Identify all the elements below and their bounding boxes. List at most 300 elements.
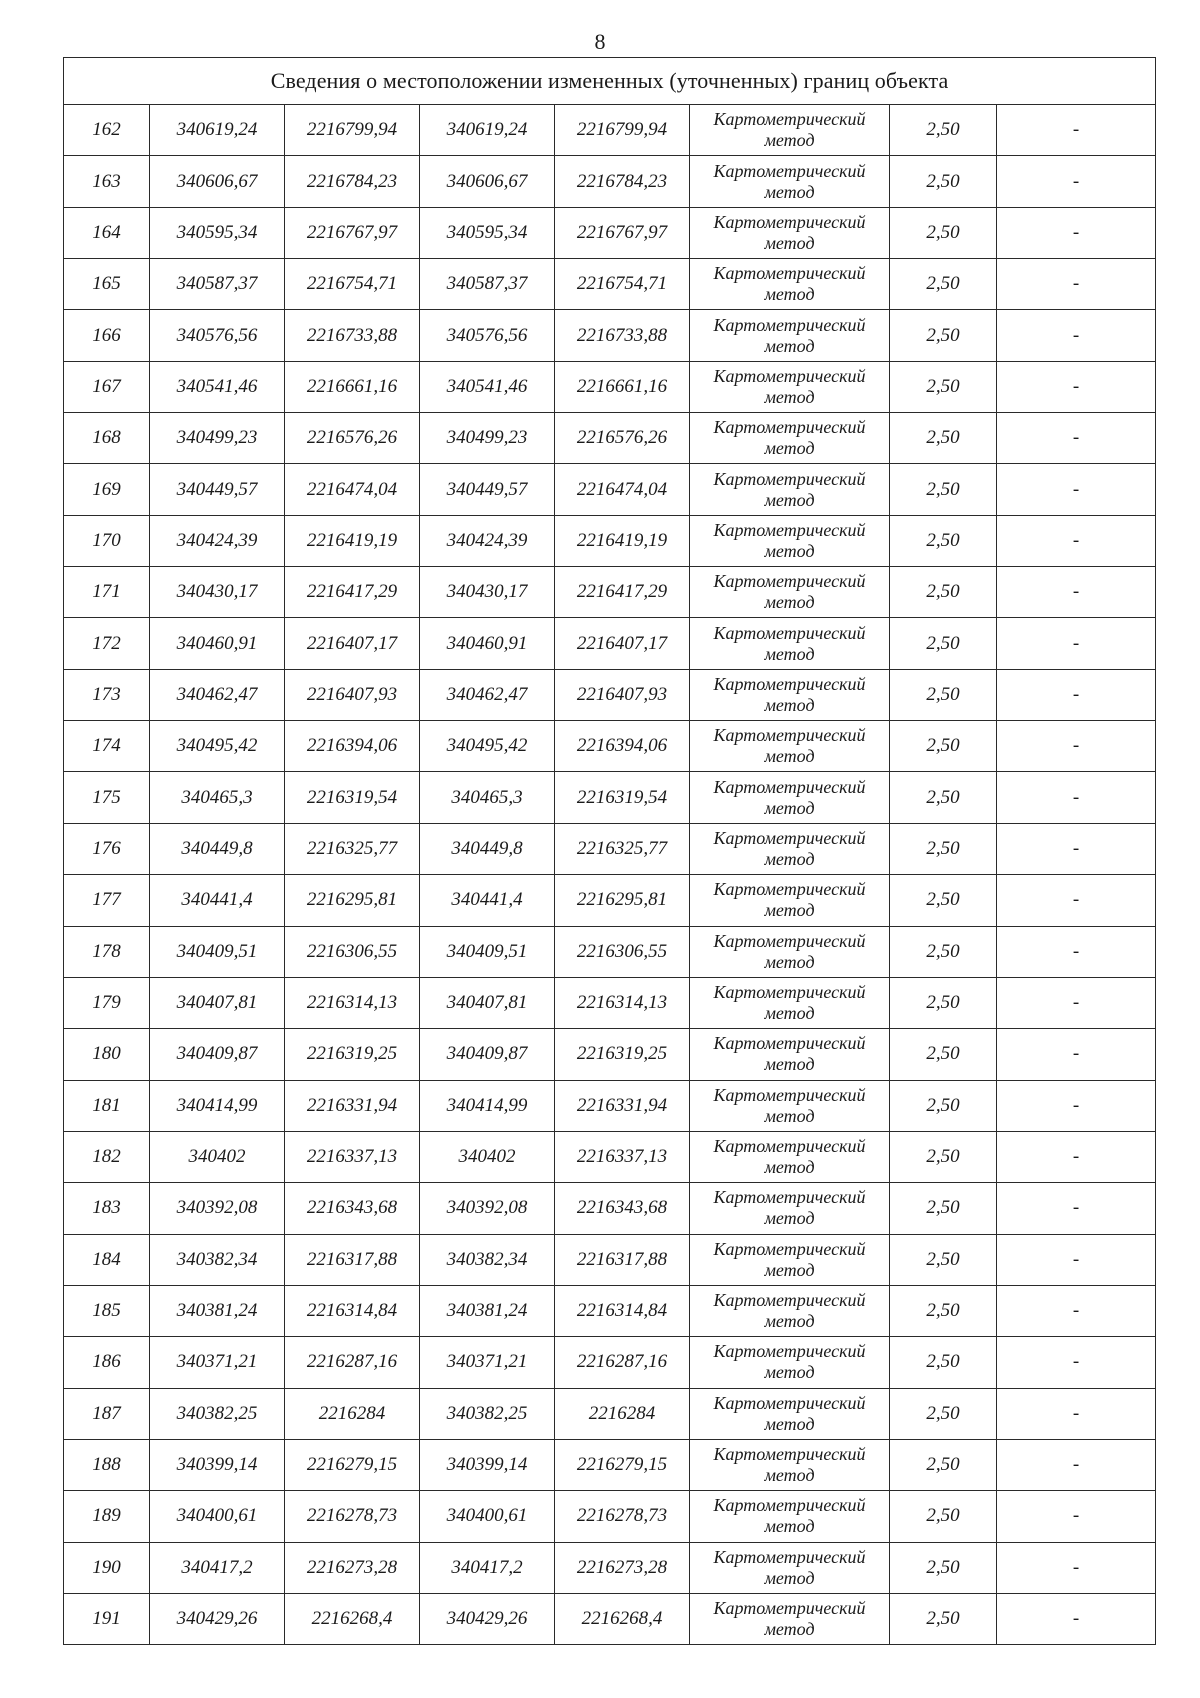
note-cell: - bbox=[997, 875, 1156, 926]
caption-row bbox=[64, 58, 1156, 105]
y-existing-cell: 2216576,26 bbox=[285, 413, 420, 464]
x-existing-cell: 340606,67 bbox=[150, 156, 285, 207]
y-refined-cell: 2216394,06 bbox=[555, 721, 690, 772]
y-existing-cell: 2216754,71 bbox=[285, 259, 420, 310]
table-caption: Сведения о местоположении измененных (уточненных) границ объекта bbox=[64, 58, 1156, 105]
method-line-2: метод bbox=[764, 335, 815, 356]
y-refined-cell: 2216407,17 bbox=[555, 618, 690, 669]
method-line-2: метод bbox=[764, 438, 815, 459]
x-refined-cell: 340619,24 bbox=[420, 105, 555, 156]
point-number-cell: 168 bbox=[64, 413, 150, 464]
point-number-cell: 180 bbox=[64, 1029, 150, 1080]
x-existing-cell: 340576,56 bbox=[150, 310, 285, 361]
method-line-1: Картометрический bbox=[713, 160, 866, 181]
method-line-1: Картометрический bbox=[713, 211, 866, 232]
method-line-1: Картометрический bbox=[713, 571, 866, 592]
table-row bbox=[64, 721, 1156, 772]
point-number-cell: 171 bbox=[64, 567, 150, 618]
table-row bbox=[64, 207, 1156, 258]
x-refined-cell: 340399,14 bbox=[420, 1439, 555, 1490]
point-number-cell: 191 bbox=[64, 1593, 150, 1644]
x-refined-cell: 340382,25 bbox=[420, 1388, 555, 1439]
note-cell: - bbox=[997, 105, 1156, 156]
y-existing-cell: 2216407,93 bbox=[285, 669, 420, 720]
table-row bbox=[64, 1080, 1156, 1131]
precision-cell: 2,50 bbox=[890, 1285, 997, 1336]
precision-cell: 2,50 bbox=[890, 567, 997, 618]
method-line-2: метод bbox=[764, 951, 815, 972]
method-cell bbox=[690, 1234, 890, 1285]
method-line-2: метод bbox=[764, 592, 815, 613]
precision-cell: 2,50 bbox=[890, 515, 997, 566]
y-existing-cell: 2216733,88 bbox=[285, 310, 420, 361]
note-cell: - bbox=[997, 977, 1156, 1028]
point-number-cell: 169 bbox=[64, 464, 150, 515]
method-cell bbox=[690, 567, 890, 618]
y-existing-cell: 2216407,17 bbox=[285, 618, 420, 669]
method-cell bbox=[690, 977, 890, 1028]
point-number-cell: 189 bbox=[64, 1491, 150, 1542]
y-existing-cell: 2216278,73 bbox=[285, 1491, 420, 1542]
method-line-1: Картометрический bbox=[713, 1392, 866, 1413]
y-refined-cell: 2216343,68 bbox=[555, 1183, 690, 1234]
precision-cell: 2,50 bbox=[890, 464, 997, 515]
precision-cell: 2,50 bbox=[890, 875, 997, 926]
table-row bbox=[64, 156, 1156, 207]
point-number-cell: 190 bbox=[64, 1542, 150, 1593]
x-refined-cell: 340381,24 bbox=[420, 1285, 555, 1336]
y-existing-cell: 2216314,84 bbox=[285, 1285, 420, 1336]
method-line-2: метод bbox=[764, 1259, 815, 1280]
y-existing-cell: 2216284 bbox=[285, 1388, 420, 1439]
point-number-cell: 176 bbox=[64, 823, 150, 874]
point-number-cell: 172 bbox=[64, 618, 150, 669]
table-row bbox=[64, 1491, 1156, 1542]
note-cell: - bbox=[997, 823, 1156, 874]
precision-cell: 2,50 bbox=[890, 1234, 997, 1285]
y-refined-cell: 2216273,28 bbox=[555, 1542, 690, 1593]
method-line-1: Картометрический bbox=[713, 1546, 866, 1567]
method-line-1: Картометрический bbox=[713, 673, 866, 694]
y-refined-cell: 2216314,84 bbox=[555, 1285, 690, 1336]
point-number-cell: 177 bbox=[64, 875, 150, 926]
method-line-2: метод bbox=[764, 1003, 815, 1024]
y-existing-cell: 2216474,04 bbox=[285, 464, 420, 515]
method-cell bbox=[690, 1183, 890, 1234]
note-cell: - bbox=[997, 567, 1156, 618]
x-existing-cell: 340462,47 bbox=[150, 669, 285, 720]
precision-cell: 2,50 bbox=[890, 977, 997, 1028]
x-existing-cell: 340430,17 bbox=[150, 567, 285, 618]
note-cell: - bbox=[997, 515, 1156, 566]
method-line-2: метод bbox=[764, 1105, 815, 1126]
note-cell: - bbox=[997, 361, 1156, 412]
y-refined-cell: 2216784,23 bbox=[555, 156, 690, 207]
method-line-2: метод bbox=[764, 540, 815, 561]
x-refined-cell: 340576,56 bbox=[420, 310, 555, 361]
precision-cell: 2,50 bbox=[890, 259, 997, 310]
note-cell: - bbox=[997, 1491, 1156, 1542]
method-cell bbox=[690, 207, 890, 258]
y-refined-cell: 2216295,81 bbox=[555, 875, 690, 926]
precision-cell: 2,50 bbox=[890, 413, 997, 464]
precision-cell: 2,50 bbox=[890, 926, 997, 977]
y-existing-cell: 2216331,94 bbox=[285, 1080, 420, 1131]
y-refined-cell: 2216407,93 bbox=[555, 669, 690, 720]
method-line-1: Картометрический bbox=[713, 1495, 866, 1516]
method-line-2: метод bbox=[764, 181, 815, 202]
point-number-cell: 185 bbox=[64, 1285, 150, 1336]
precision-cell: 2,50 bbox=[890, 1029, 997, 1080]
point-number-cell: 179 bbox=[64, 977, 150, 1028]
note-cell: - bbox=[997, 259, 1156, 310]
method-line-1: Картометрический bbox=[713, 263, 866, 284]
method-cell bbox=[690, 310, 890, 361]
method-line-1: Картометрический bbox=[713, 1444, 866, 1465]
x-refined-cell: 340587,37 bbox=[420, 259, 555, 310]
method-line-1: Картометрический bbox=[713, 1341, 866, 1362]
method-line-1: Картометрический bbox=[713, 1598, 866, 1619]
method-cell bbox=[690, 1337, 890, 1388]
note-cell: - bbox=[997, 156, 1156, 207]
note-cell: - bbox=[997, 1285, 1156, 1336]
y-existing-cell: 2216268,4 bbox=[285, 1593, 420, 1644]
x-refined-cell: 340441,4 bbox=[420, 875, 555, 926]
method-line-2: метод bbox=[764, 1311, 815, 1332]
page-number: 8 bbox=[594, 29, 606, 54]
x-refined-cell: 340460,91 bbox=[420, 618, 555, 669]
y-refined-cell: 2216337,13 bbox=[555, 1131, 690, 1182]
y-refined-cell: 2216661,16 bbox=[555, 361, 690, 412]
x-existing-cell: 340424,39 bbox=[150, 515, 285, 566]
point-number-cell: 174 bbox=[64, 721, 150, 772]
precision-cell: 2,50 bbox=[890, 105, 997, 156]
y-refined-cell: 2216284 bbox=[555, 1388, 690, 1439]
x-existing-cell: 340441,4 bbox=[150, 875, 285, 926]
method-line-2: метод bbox=[764, 746, 815, 767]
method-cell bbox=[690, 515, 890, 566]
precision-cell: 2,50 bbox=[890, 361, 997, 412]
note-cell: - bbox=[997, 1337, 1156, 1388]
method-line-2: метод bbox=[764, 694, 815, 715]
method-line-1: Картометрический bbox=[713, 519, 866, 540]
x-existing-cell: 340541,46 bbox=[150, 361, 285, 412]
point-number-cell: 187 bbox=[64, 1388, 150, 1439]
method-line-1: Картометрический bbox=[713, 109, 866, 130]
method-cell bbox=[690, 823, 890, 874]
table-row bbox=[64, 1388, 1156, 1439]
point-number-cell: 181 bbox=[64, 1080, 150, 1131]
y-existing-cell: 2216343,68 bbox=[285, 1183, 420, 1234]
y-existing-cell: 2216799,94 bbox=[285, 105, 420, 156]
method-cell bbox=[690, 413, 890, 464]
note-cell: - bbox=[997, 1131, 1156, 1182]
method-line-2: метод bbox=[764, 1157, 815, 1178]
method-line-2: метод bbox=[764, 1413, 815, 1434]
y-refined-cell: 2216319,54 bbox=[555, 772, 690, 823]
method-cell bbox=[690, 1131, 890, 1182]
method-line-1: Картометрический bbox=[713, 622, 866, 643]
x-refined-cell: 340371,21 bbox=[420, 1337, 555, 1388]
y-refined-cell: 2216319,25 bbox=[555, 1029, 690, 1080]
y-existing-cell: 2216287,16 bbox=[285, 1337, 420, 1388]
table-row bbox=[64, 413, 1156, 464]
note-cell: - bbox=[997, 1080, 1156, 1131]
table-row bbox=[64, 669, 1156, 720]
y-refined-cell: 2216331,94 bbox=[555, 1080, 690, 1131]
y-refined-cell: 2216419,19 bbox=[555, 515, 690, 566]
table-row bbox=[64, 259, 1156, 310]
point-number-cell: 184 bbox=[64, 1234, 150, 1285]
method-line-2: метод bbox=[764, 848, 815, 869]
y-refined-cell: 2216325,77 bbox=[555, 823, 690, 874]
note-cell: - bbox=[997, 618, 1156, 669]
note-cell: - bbox=[997, 1593, 1156, 1644]
precision-cell: 2,50 bbox=[890, 1491, 997, 1542]
method-cell bbox=[690, 1285, 890, 1336]
method-line-1: Картометрический bbox=[713, 468, 866, 489]
y-refined-cell: 2216306,55 bbox=[555, 926, 690, 977]
x-refined-cell: 340400,61 bbox=[420, 1491, 555, 1542]
note-cell: - bbox=[997, 207, 1156, 258]
point-number-cell: 167 bbox=[64, 361, 150, 412]
method-cell bbox=[690, 926, 890, 977]
method-cell bbox=[690, 464, 890, 515]
point-number-cell: 165 bbox=[64, 259, 150, 310]
table-row bbox=[64, 1285, 1156, 1336]
x-refined-cell: 340465,3 bbox=[420, 772, 555, 823]
x-existing-cell: 340400,61 bbox=[150, 1491, 285, 1542]
method-line-1: Картометрический bbox=[713, 930, 866, 951]
x-refined-cell: 340462,47 bbox=[420, 669, 555, 720]
x-existing-cell: 340449,57 bbox=[150, 464, 285, 515]
method-cell bbox=[690, 669, 890, 720]
table-row bbox=[64, 105, 1156, 156]
table-row bbox=[64, 1029, 1156, 1080]
precision-cell: 2,50 bbox=[890, 1080, 997, 1131]
precision-cell: 2,50 bbox=[890, 207, 997, 258]
note-cell: - bbox=[997, 464, 1156, 515]
table-row bbox=[64, 977, 1156, 1028]
table-row bbox=[64, 875, 1156, 926]
note-cell: - bbox=[997, 1388, 1156, 1439]
precision-cell: 2,50 bbox=[890, 310, 997, 361]
point-number-cell: 173 bbox=[64, 669, 150, 720]
x-existing-cell: 340619,24 bbox=[150, 105, 285, 156]
method-line-2: метод bbox=[764, 386, 815, 407]
precision-cell: 2,50 bbox=[890, 1593, 997, 1644]
method-line-2: метод bbox=[764, 797, 815, 818]
y-refined-cell: 2216576,26 bbox=[555, 413, 690, 464]
y-refined-cell: 2216733,88 bbox=[555, 310, 690, 361]
y-refined-cell: 2216317,88 bbox=[555, 1234, 690, 1285]
method-cell bbox=[690, 156, 890, 207]
method-line-1: Картометрический bbox=[713, 1238, 866, 1259]
table-row bbox=[64, 1439, 1156, 1490]
y-refined-cell: 2216268,4 bbox=[555, 1593, 690, 1644]
precision-cell: 2,50 bbox=[890, 1439, 997, 1490]
x-existing-cell: 340499,23 bbox=[150, 413, 285, 464]
precision-cell: 2,50 bbox=[890, 669, 997, 720]
note-cell: - bbox=[997, 721, 1156, 772]
x-refined-cell: 340449,57 bbox=[420, 464, 555, 515]
x-refined-cell: 340409,51 bbox=[420, 926, 555, 977]
method-line-1: Картометрический bbox=[713, 1290, 866, 1311]
x-refined-cell: 340495,42 bbox=[420, 721, 555, 772]
point-number-cell: 183 bbox=[64, 1183, 150, 1234]
note-cell: - bbox=[997, 669, 1156, 720]
x-existing-cell: 340460,91 bbox=[150, 618, 285, 669]
method-line-1: Картометрический bbox=[713, 417, 866, 438]
precision-cell: 2,50 bbox=[890, 1388, 997, 1439]
x-refined-cell: 340402 bbox=[420, 1131, 555, 1182]
x-refined-cell: 340606,67 bbox=[420, 156, 555, 207]
method-cell bbox=[690, 1388, 890, 1439]
precision-cell: 2,50 bbox=[890, 1542, 997, 1593]
y-existing-cell: 2216661,16 bbox=[285, 361, 420, 412]
x-existing-cell: 340382,34 bbox=[150, 1234, 285, 1285]
method-cell bbox=[690, 105, 890, 156]
x-existing-cell: 340407,81 bbox=[150, 977, 285, 1028]
method-line-1: Картометрический bbox=[713, 776, 866, 797]
method-line-2: метод bbox=[764, 1516, 815, 1537]
table-row bbox=[64, 1593, 1156, 1644]
x-refined-cell: 340430,17 bbox=[420, 567, 555, 618]
x-existing-cell: 340409,87 bbox=[150, 1029, 285, 1080]
table-row bbox=[64, 464, 1156, 515]
method-line-1: Картометрический bbox=[713, 365, 866, 386]
x-refined-cell: 340407,81 bbox=[420, 977, 555, 1028]
x-existing-cell: 340429,26 bbox=[150, 1593, 285, 1644]
point-number-cell: 186 bbox=[64, 1337, 150, 1388]
method-line-2: метод bbox=[764, 1054, 815, 1075]
note-cell: - bbox=[997, 1234, 1156, 1285]
note-cell: - bbox=[997, 1439, 1156, 1490]
x-refined-cell: 340449,8 bbox=[420, 823, 555, 874]
note-cell: - bbox=[997, 772, 1156, 823]
y-refined-cell: 2216279,15 bbox=[555, 1439, 690, 1490]
x-refined-cell: 340429,26 bbox=[420, 1593, 555, 1644]
y-existing-cell: 2216784,23 bbox=[285, 156, 420, 207]
table-row bbox=[64, 1234, 1156, 1285]
method-cell bbox=[690, 772, 890, 823]
x-refined-cell: 340499,23 bbox=[420, 413, 555, 464]
y-existing-cell: 2216319,54 bbox=[285, 772, 420, 823]
precision-cell: 2,50 bbox=[890, 721, 997, 772]
table-row bbox=[64, 567, 1156, 618]
method-line-1: Картометрический bbox=[713, 982, 866, 1003]
y-refined-cell: 2216799,94 bbox=[555, 105, 690, 156]
y-refined-cell: 2216314,13 bbox=[555, 977, 690, 1028]
precision-cell: 2,50 bbox=[890, 1337, 997, 1388]
x-refined-cell: 340414,99 bbox=[420, 1080, 555, 1131]
x-refined-cell: 340541,46 bbox=[420, 361, 555, 412]
method-line-2: метод bbox=[764, 1362, 815, 1383]
table-row bbox=[64, 1183, 1156, 1234]
point-number-cell: 188 bbox=[64, 1439, 150, 1490]
table-row bbox=[64, 515, 1156, 566]
method-line-2: метод bbox=[764, 643, 815, 664]
y-existing-cell: 2216273,28 bbox=[285, 1542, 420, 1593]
precision-cell: 2,50 bbox=[890, 1131, 997, 1182]
x-refined-cell: 340417,2 bbox=[420, 1542, 555, 1593]
y-existing-cell: 2216295,81 bbox=[285, 875, 420, 926]
table-row bbox=[64, 823, 1156, 874]
method-line-1: Картометрический bbox=[713, 1136, 866, 1157]
y-existing-cell: 2216317,88 bbox=[285, 1234, 420, 1285]
y-existing-cell: 2216394,06 bbox=[285, 721, 420, 772]
x-refined-cell: 340382,34 bbox=[420, 1234, 555, 1285]
x-existing-cell: 340371,21 bbox=[150, 1337, 285, 1388]
table-row bbox=[64, 310, 1156, 361]
precision-cell: 2,50 bbox=[890, 156, 997, 207]
point-number-cell: 162 bbox=[64, 105, 150, 156]
precision-cell: 2,50 bbox=[890, 772, 997, 823]
method-line-2: метод bbox=[764, 1465, 815, 1486]
method-line-2: метод bbox=[764, 284, 815, 305]
note-cell: - bbox=[997, 1542, 1156, 1593]
x-existing-cell: 340381,24 bbox=[150, 1285, 285, 1336]
table-row bbox=[64, 1337, 1156, 1388]
method-line-2: метод bbox=[764, 900, 815, 921]
x-existing-cell: 340595,34 bbox=[150, 207, 285, 258]
y-existing-cell: 2216306,55 bbox=[285, 926, 420, 977]
method-line-1: Картометрический bbox=[713, 879, 866, 900]
y-refined-cell: 2216754,71 bbox=[555, 259, 690, 310]
y-existing-cell: 2216337,13 bbox=[285, 1131, 420, 1182]
point-number-cell: 170 bbox=[64, 515, 150, 566]
y-existing-cell: 2216279,15 bbox=[285, 1439, 420, 1490]
method-line-2: метод bbox=[764, 1208, 815, 1229]
method-line-1: Картометрический bbox=[713, 725, 866, 746]
point-number-cell: 166 bbox=[64, 310, 150, 361]
x-existing-cell: 340495,42 bbox=[150, 721, 285, 772]
method-cell bbox=[690, 1593, 890, 1644]
method-cell bbox=[690, 875, 890, 926]
table-row bbox=[64, 926, 1156, 977]
x-refined-cell: 340424,39 bbox=[420, 515, 555, 566]
method-cell bbox=[690, 1080, 890, 1131]
x-existing-cell: 340414,99 bbox=[150, 1080, 285, 1131]
point-number-cell: 163 bbox=[64, 156, 150, 207]
method-line-1: Картометрический bbox=[713, 1084, 866, 1105]
y-refined-cell: 2216417,29 bbox=[555, 567, 690, 618]
point-number-cell: 182 bbox=[64, 1131, 150, 1182]
y-refined-cell: 2216287,16 bbox=[555, 1337, 690, 1388]
x-existing-cell: 340449,8 bbox=[150, 823, 285, 874]
x-existing-cell: 340465,3 bbox=[150, 772, 285, 823]
x-existing-cell: 340382,25 bbox=[150, 1388, 285, 1439]
table-row bbox=[64, 1131, 1156, 1182]
x-refined-cell: 340409,87 bbox=[420, 1029, 555, 1080]
method-cell bbox=[690, 1542, 890, 1593]
point-number-cell: 164 bbox=[64, 207, 150, 258]
precision-cell: 2,50 bbox=[890, 1183, 997, 1234]
method-cell bbox=[690, 1029, 890, 1080]
method-line-2: метод bbox=[764, 130, 815, 151]
method-line-1: Картометрический bbox=[713, 1187, 866, 1208]
method-cell bbox=[690, 1439, 890, 1490]
x-existing-cell: 340409,51 bbox=[150, 926, 285, 977]
precision-cell: 2,50 bbox=[890, 823, 997, 874]
note-cell: - bbox=[997, 1183, 1156, 1234]
method-cell bbox=[690, 618, 890, 669]
x-existing-cell: 340402 bbox=[150, 1131, 285, 1182]
coordinates-table bbox=[63, 57, 1156, 1645]
table-row bbox=[64, 772, 1156, 823]
x-refined-cell: 340392,08 bbox=[420, 1183, 555, 1234]
point-number-cell: 175 bbox=[64, 772, 150, 823]
